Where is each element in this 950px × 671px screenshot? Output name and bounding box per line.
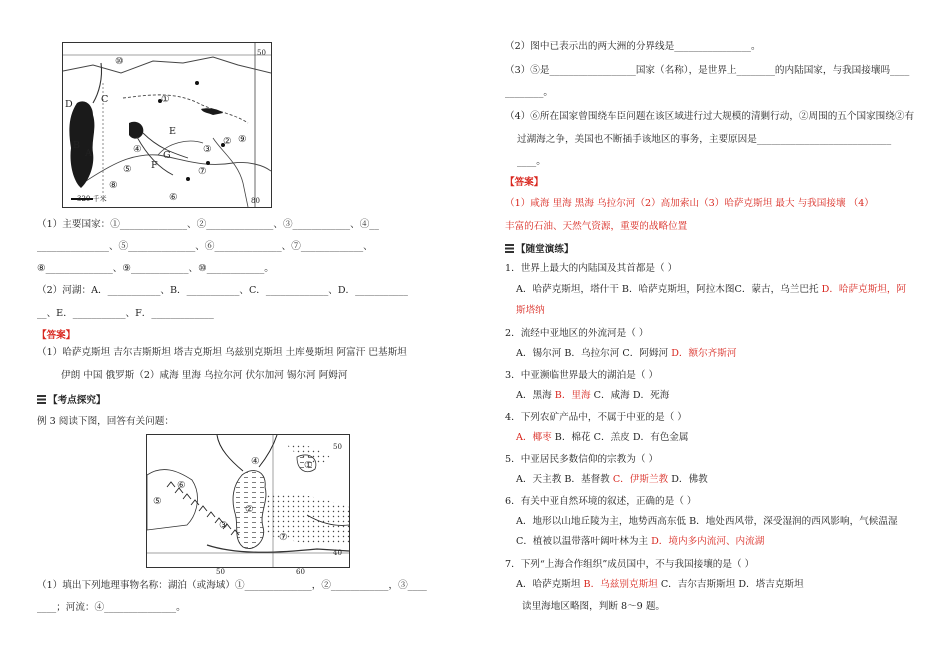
right-answer-line-1: （1）咸海 里海 黑海 乌拉尔河（2）高加索山（3）哈萨克斯坦 最大 与我国接壤 （4）: [505, 198, 874, 209]
mc-q7-options-b: C．吉尔吉斯斯坦 D．塔吉克斯坦: [657, 579, 804, 590]
mc-q3-stem: 3．中亚濒临世界最大的湖泊是（ ）: [505, 370, 659, 381]
q1-line-1: （1）主要国家：①______________、②______________、③____________、④__: [37, 219, 379, 230]
practice-heading: [505, 243, 574, 256]
map2-label-3: ③: [219, 520, 228, 531]
map2-label-1: ①: [304, 460, 313, 471]
map1-label-b: B: [73, 140, 81, 151]
ex3-q4-line-1: （4）⑥所在国家曾围绕车臣问题在该区域进行过大规模的清剿行动，②周围的五个国家围绕②有: [505, 111, 915, 122]
explore-heading: [37, 394, 106, 407]
q2-line-2: __、E．___________、F．_____________: [37, 308, 214, 319]
map2-label-2: ②: [245, 504, 254, 515]
mc-q7-answer: B．乌兹别克斯坦: [583, 579, 658, 590]
mc-q3-answer: B．里海: [554, 390, 591, 401]
map1-label-8: ⑧: [109, 180, 118, 191]
mc-q6-stem: 6．有关中亚自然环境的叙述，正确的是（ ）: [505, 496, 697, 507]
ex3-q2: （2）图中已表示出的两大洲的分界线是________________。: [505, 41, 761, 52]
explore-title: 【考点探究】: [48, 395, 106, 406]
mc-q2-stem: 2．流经中亚地区的外流河是（ ）: [505, 328, 649, 339]
mc-q5-options: [516, 473, 708, 486]
map2-tick-50-lon: 50: [216, 568, 225, 576]
mc-q1-answer-cont: 斯塔纳: [516, 305, 545, 316]
central-asia-map: [62, 42, 272, 208]
mc-q6-answer: D．境内多内流河、内流湖: [651, 536, 765, 547]
right-answer-title: 【答案】: [505, 177, 544, 188]
mc-q1-answer: D．哈萨克斯坦，阿: [821, 284, 907, 295]
mc-q3-options-b: C．咸海 D．死海: [590, 390, 670, 401]
map1-label-2: ②: [223, 136, 232, 147]
mc-q5-stem: 5．中亚居民多数信仰的宗教为（ ）: [505, 454, 659, 465]
map2-tick-50-lat: 50: [333, 443, 342, 451]
map1-label-4: ④: [133, 144, 142, 155]
map1-scale-label: 320 千米: [77, 195, 107, 203]
mc-q5-options-a: A．天主教 B．基督教: [516, 474, 613, 485]
map1-label-a: A: [85, 148, 92, 159]
left-answer-title: 【答案】: [37, 330, 76, 341]
caspian-region-map: [146, 434, 350, 568]
section-bars-icon: [37, 395, 46, 404]
mc-q7-options: [516, 578, 804, 591]
map1-label-10: ⑩: [115, 56, 124, 67]
mc-q1-options: [516, 283, 906, 296]
mc-q2-options: [516, 347, 736, 360]
map2-label-7: ⑦: [279, 532, 288, 543]
mc-q7-options-a: A．哈萨克斯坦: [516, 579, 584, 590]
map1-label-6: ⑥: [169, 192, 178, 203]
central-asia-map-drawing: [63, 43, 271, 207]
map1-lon-label: 80: [251, 197, 260, 205]
mc-q5-options-b: D．佛教: [668, 474, 708, 485]
map2-label-5: ⑤: [153, 496, 162, 507]
map2-label-4: ④: [251, 456, 260, 467]
map1-label-1: ①: [161, 94, 170, 105]
map1-label-3: ③: [203, 144, 212, 155]
ex3-q3-tail: ________。: [505, 87, 553, 98]
q1-line-3: ⑧______________、⑨____________、⑩____________。: [37, 263, 274, 274]
map1-label-d: D: [65, 99, 73, 110]
ex3-q4-line-3: ____。: [517, 156, 546, 167]
right-answer-line-2: 丰富的石油、天然气资源，重要的战略位置: [505, 221, 688, 232]
caspian-region-map-drawing: [147, 435, 349, 567]
mc-q4-options-plain: B．棉花 C．羔皮 D．有色金属: [551, 432, 689, 443]
mc-q4-options: [516, 431, 688, 444]
map2-label-6: ⑥: [177, 480, 186, 491]
map1-label-g: G: [163, 150, 171, 161]
ex3-q1-line-2: ____；河流：④_______________。: [37, 602, 186, 613]
practice-title: 【随堂演练】: [516, 244, 574, 255]
ex3-q3: （3）⑤是__________________国家（名称），是世界上________的内陆国家，与我国接壤吗____: [505, 65, 910, 76]
map2-tick-60-lon: 60: [296, 568, 305, 576]
mc-q4-stem: 4．下列农矿产品中，不属于中亚的是（ ）: [505, 412, 687, 423]
map1-label-e: E: [169, 126, 177, 137]
mc-q5-answer: C．伊斯兰教: [612, 474, 669, 485]
mc-q2-answer: D．额尔齐斯河: [671, 348, 737, 359]
mc-q6-options-line-1: A．地形以山地丘陵为主，地势西高东低 B．地处西风带，深受湿润的西风影响，气候温湿: [516, 516, 898, 527]
mc-q1-stem: 1．世界上最大的内陆国及其首都是（ ）: [505, 263, 678, 274]
section-bars-icon: [505, 244, 514, 253]
practice-tail-text: 读里海地区略图，判断 8～9 题。: [522, 601, 666, 612]
mc-q1-options-plain: A．哈萨克斯坦，塔什干 B．哈萨克斯坦，阿拉木图C．蒙古，乌兰巴托: [516, 284, 822, 295]
map1-label-9: ⑨: [238, 134, 247, 145]
ex3-q4-line-2: 过湖海之争，美国也不断插手该地区的事务，主要原因是____________________________: [517, 134, 892, 145]
mc-q6-options-line-2: [516, 535, 764, 548]
example3-intro: 例 3 阅读下图，回答有关问题：: [37, 416, 174, 427]
left-answer-line-1: （1）哈萨克斯坦 吉尔吉斯斯坦 塔吉克斯坦 乌兹别克斯坦 土库曼斯坦 阿富汗 巴基斯坦: [37, 347, 407, 358]
map2-tick-40-lat: 40: [333, 549, 342, 557]
q1-line-2: _______________、⑤______________、⑥______________、⑦_____________、: [37, 241, 373, 252]
map1-lat-label: 50: [257, 49, 266, 57]
q2-line-1: （2）河湖：A．___________、B．___________、C．_____________、D．___________: [37, 285, 408, 296]
map1-label-c: C: [101, 94, 109, 105]
mc-q2-options-plain: A．锡尔河 B．乌拉尔河 C．阿姆河: [516, 348, 672, 359]
map1-label-5: ⑤: [123, 164, 132, 175]
map1-label-f: F: [151, 160, 158, 171]
mc-q7-stem: 7．下列“上海合作组织”成员国中，不与我国接壤的是（ ）: [505, 559, 755, 570]
ex3-q1-line-1: （1）填出下列地理事物名称：湖泊（或海域）①______________，②____________，③____: [37, 580, 427, 591]
mc-q6-options-plain: C．植被以温带落叶阔叶林为主: [516, 536, 652, 547]
mc-q4-answer: A．椰枣: [516, 432, 552, 443]
map1-label-7: ⑦: [198, 166, 207, 177]
mc-q3-options-a: A．黑海: [516, 390, 555, 401]
mc-q3-options: [516, 389, 669, 402]
left-answer-line-2: 伊朗 中国 俄罗斯（2）咸海 里海 乌拉尔河 伏尔加河 锡尔河 阿姆河: [61, 370, 348, 381]
